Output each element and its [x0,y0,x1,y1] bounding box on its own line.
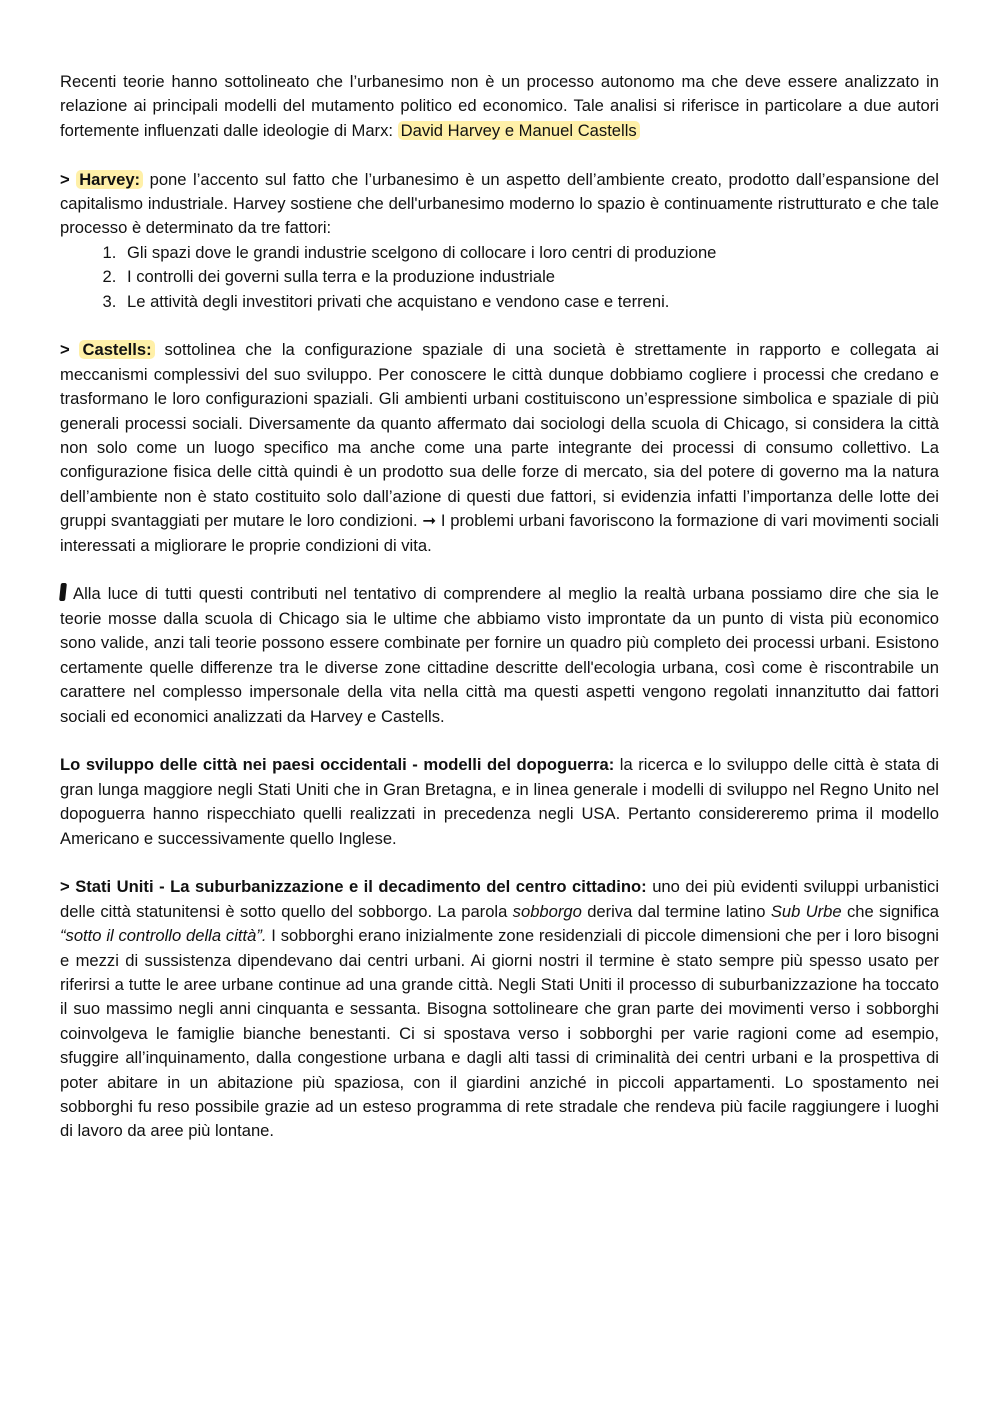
arrow-icon: ➞ [422,511,437,531]
sviluppo-paragraph [60,753,939,851]
castells-text-2: I problemi urbani favoriscono la formazione di vari movimenti sociali interessati a migliorare le proprie condizioni di vita. [60,511,939,555]
list-item: 2. I controlli dei governi sulla terra e la produzione industriale [121,265,939,289]
term-meaning: “sotto il controllo della città”. [60,926,267,946]
term-sub-urbe: Sub Urbe [770,901,842,921]
harvey-paragraph [60,168,939,241]
harvey-name: Harvey: [76,170,143,189]
intro-paragraph [60,70,939,143]
stati-uniti-paragraph [60,875,939,1143]
harvey-factors-list [60,241,939,314]
castells-text: sottolinea che la configurazione spaziale di una società è strettamente in rapporto e collegata ai meccanismi complessivi del suo sviluppo. Per conoscere le città dunque dobbiamo cogliere i processi che credano e trasformano le loro configurazioni spaziali. Gli ambienti urbani costituiscono un’espressione simbolica e spaziale di più generali processi sociali. Diversamente da quanto affermato dai sociologi della scuola di Chicago, si considera la città non solo come un luogo specifico ma anche come una parte integrante dei processi di consumo collettivo. La configurazione fisica delle città quindi è un prodotto sua delle forze di mercato, sia del potere di governo ma la natura dell’ambiente non è stato costituito solo dall’azione di questi due fattori, si evidenzia infatti l’importanza delle lotte dei gruppi svantaggiati per mutare le loro condizioni. [60,340,939,531]
stati-uniti-text-3: che significa [841,901,939,921]
list-item: 3. Le attività degli investitori privati che acquistano e vendono case e terreni. [121,290,939,314]
castells-name: Castells: [79,340,154,359]
sviluppo-text: la ricerca e lo sviluppo delle città è stata di gran lunga maggiore negli Stati Uniti che in Gran Bretagna, e in linea generale i modelli di sviluppo nel Regno Unito nel dopoguerra hanno rispecchiato quelli realizzati in precedenza negli USA. Pertanto considereremo prima il modello Americano e successivamente quello Inglese. [60,755,939,848]
exclamation-icon [59,583,67,601]
stati-uniti-heading: > Stati Uniti - La suburbanizzazione e il decadimento del centro cittadino: [60,877,647,897]
harvey-text: pone l’accento sul fatto che l’urbanesimo è un aspetto dell’ambiente creato, prodotto dall’espansione del capitalismo industriale. Harvey sostiene che dell'urbanesimo moderno lo spazio è continuamente ristrutturato e che tale processo è determinato da tre fattori: [60,169,939,238]
conclusion-paragraph [60,582,939,728]
list-item: 1. Gli spazi dove le grandi industrie scelgono di collocare i loro centri di produzione [121,241,939,265]
stati-uniti-text-1: uno dei più evidenti sviluppi urbanistici delle città statunitensi è sotto quello del sobborgo. La parola [60,877,939,921]
stati-uniti-text-2: deriva dal termine latino [581,901,771,921]
term-sobborgo: sobborgo [512,901,582,921]
castells-paragraph [60,338,939,558]
conclusion-text: Alla luce di tutti questi contributi nel tentativo di comprendere al meglio la realtà urbana possiamo dire che sia le teorie mosse dalla scuola di Chicago sia le ultime che abbiamo visto improntate da un punto di vista più economico sono valide, anzi tali teorie possono essere combinate per fornire un quadro più completo dei processi urbani. Esistono certamente quelle differenze tra le diverse zone cittadine descritte dell'ecologia urbana, così come è riscontrabile un carattere nel complesso impersonale della vita nella città ma questi aspetti vengono regolati innanzitutto dai fattori sociali ed economici analizzati da Harvey e Castells. [60,584,939,726]
document-page [60,70,939,1144]
highlight-authors: David Harvey e Manuel Castells [398,121,640,140]
sviluppo-heading: Lo sviluppo delle città nei paesi occidentali - modelli del dopoguerra: [60,755,615,775]
intro-text: Recenti teorie hanno sottolineato che l’urbanesimo non è un processo autonomo ma che deve essere analizzato in relazione ai principali modelli del mutamento politico ed economico. Tale analisi si riferisce in particolare a due autori fortemente influenzati dalle ideologie di Marx: [60,72,939,140]
castells-prefix: > [60,340,80,360]
stati-uniti-text-4: I sobborghi erano inizialmente zone residenziali di piccole dimensioni che per i loro bisogni e mezzi di sussistenza dipendevano dai centri urbani. Ai giorni nostri il termine è stato sempre più spesso usato per riferirsi a tutte le aree urbane continue ad una grande città. Negli Stati Uniti il processo di suburbanizzazione ha toccato il suo massimo negli anni cinquanta e sessanta. Bisogna sottolineare che gran parte dei movimenti verso i sobborghi coinvolgeva le famiglie bianche benestanti. Ci si spostava verso i sobborghi per varie ragioni come ad esempio, sfuggire all’inquinamento, dalla congestione urbana e dagli alti tassi di criminalità dei centri urbani e la prospettiva di poter abitare in un abitazione più spaziosa, con il giardini anziché in piccoli appartamenti. Lo spostamento nei sobborghi fu reso possibile grazie ad un esteso programma di rete stradale che rendeva più facile raggiungere i luoghi di lavoro da aree più lontane. [60,926,939,1141]
harvey-prefix: > [60,169,77,189]
